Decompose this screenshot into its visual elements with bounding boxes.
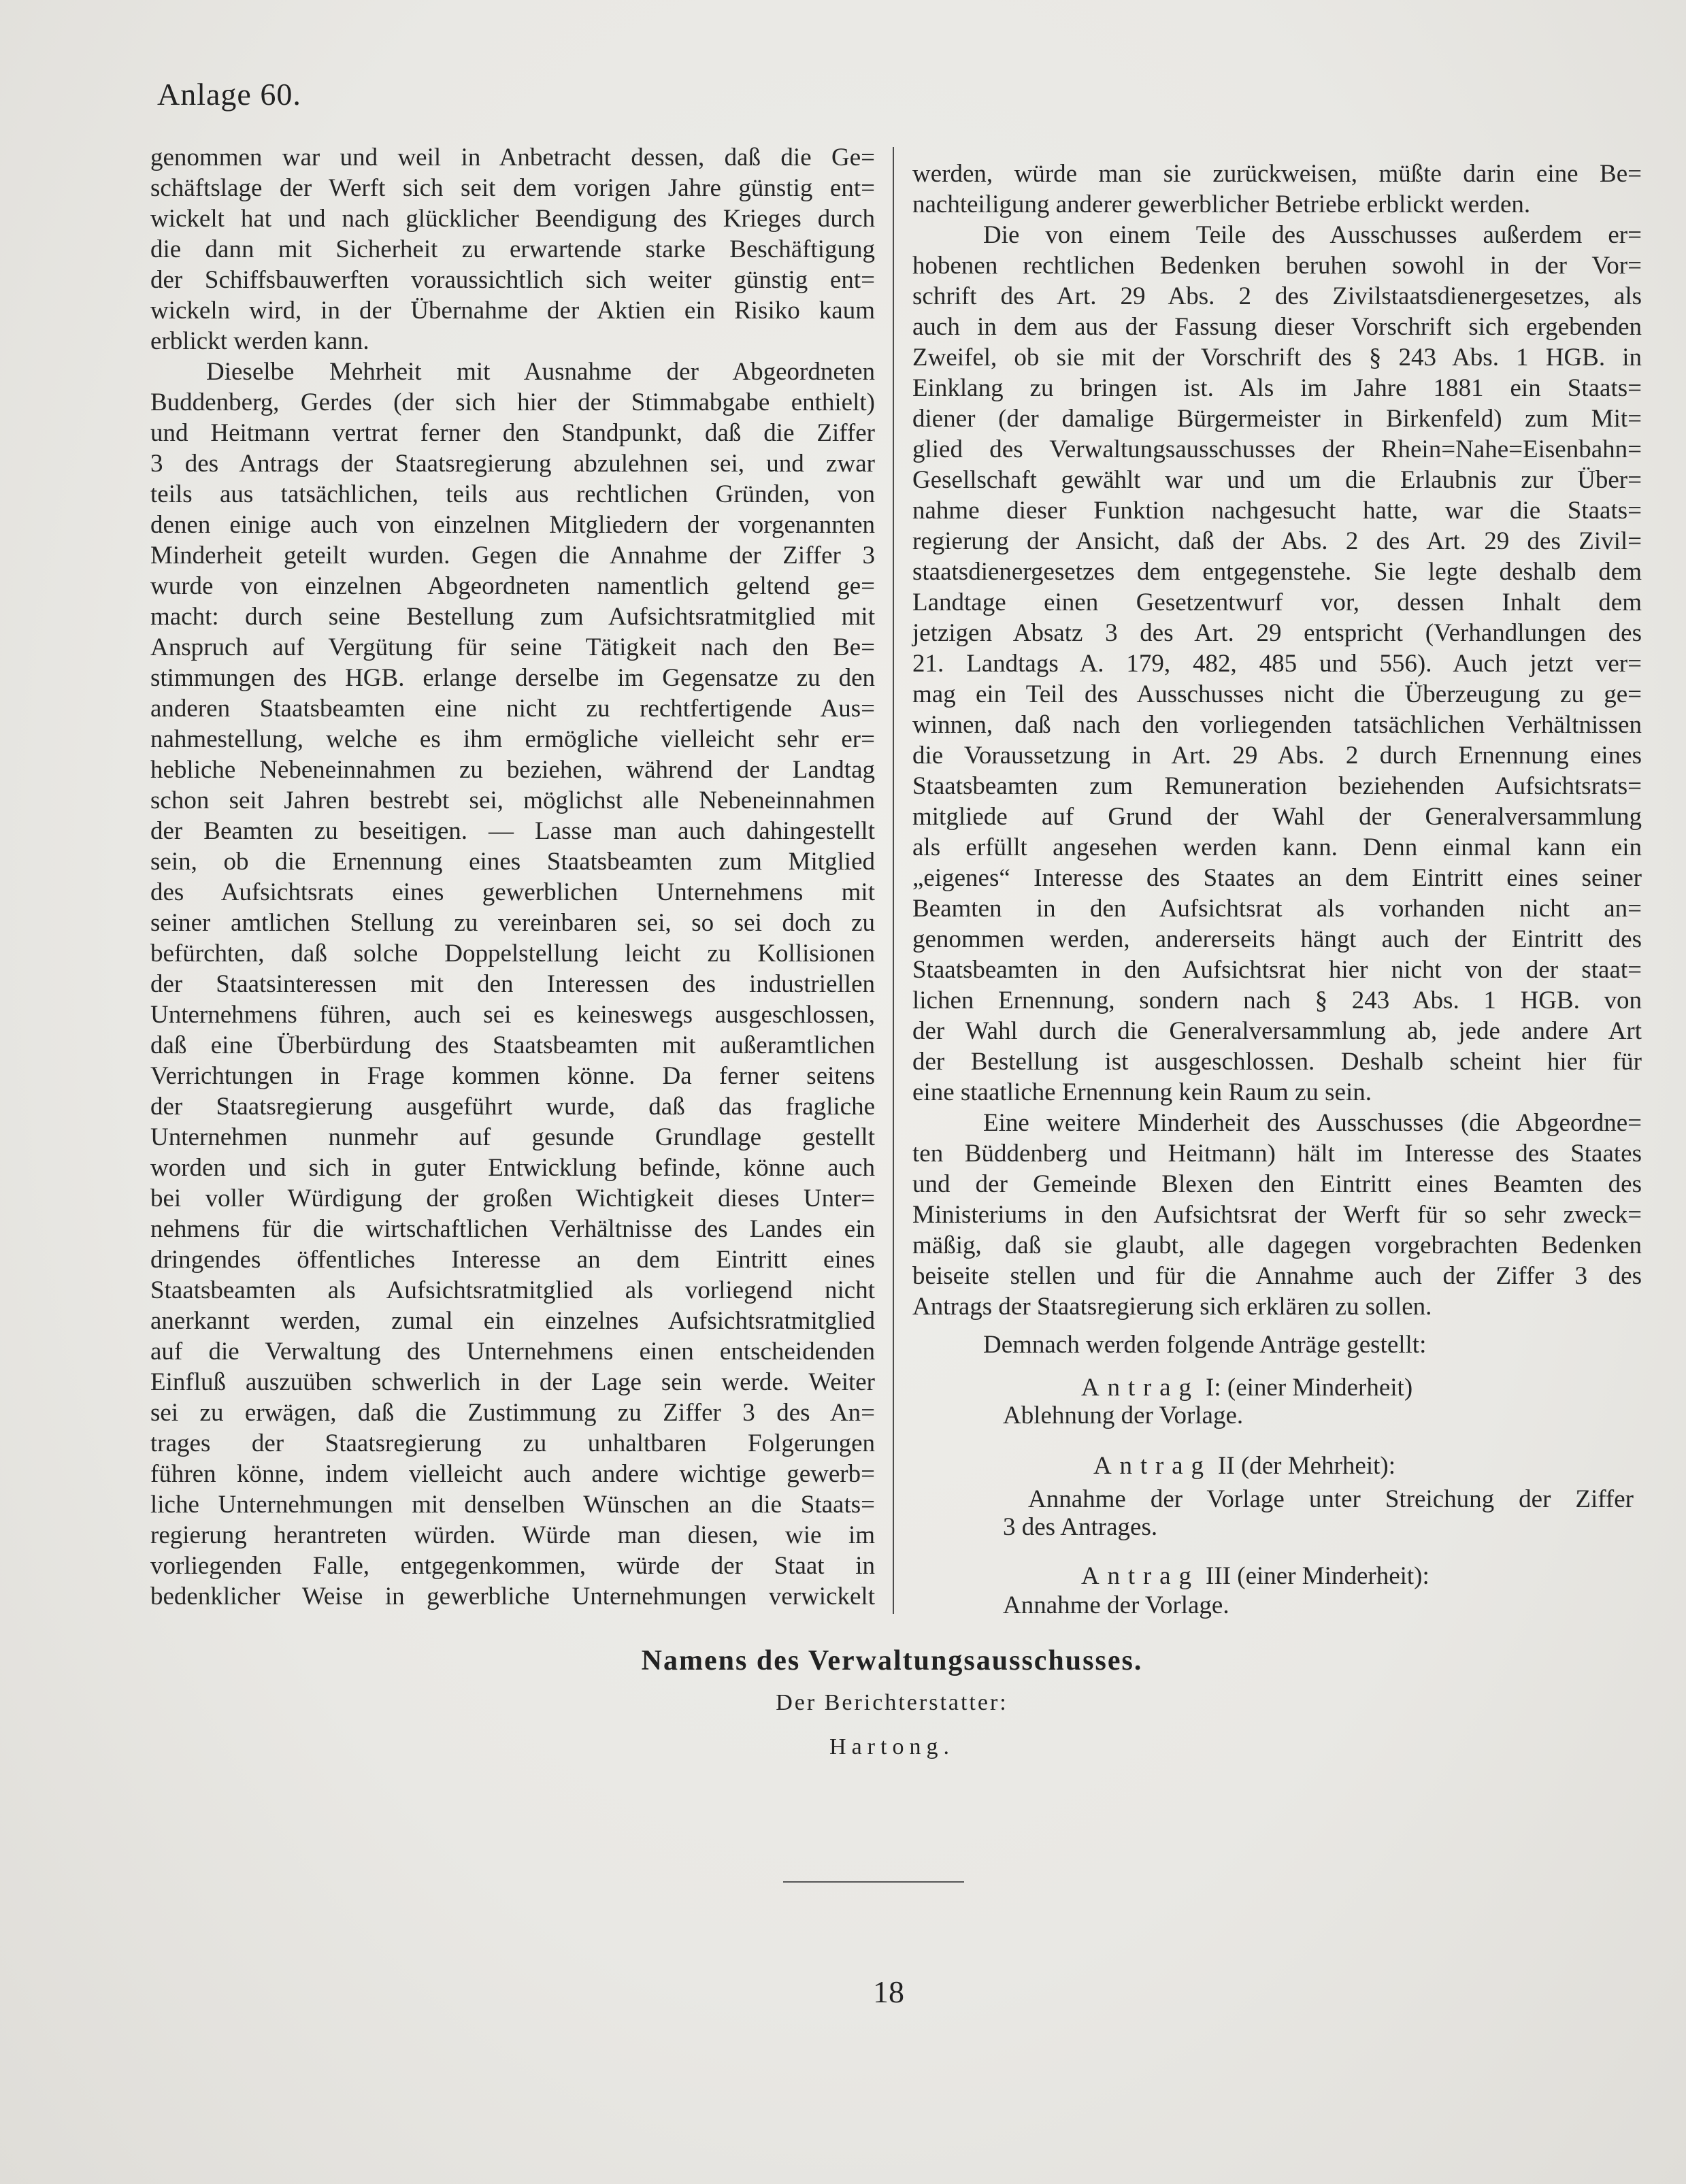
motion <box>912 1451 1642 1542</box>
text-line: genommen war und weil in Anbetracht dessen, daß die Ge= <box>150 144 875 171</box>
page-number: 18 <box>873 1974 904 2009</box>
motion-heading <box>912 1372 1642 1403</box>
text-line: auch in dem aus der Fassung dieser Vorschrift sich ergebenden <box>912 313 1642 341</box>
text-line: Minderheit geteilt wurden. Gegen die Annahme der Ziffer 3 <box>150 542 875 569</box>
text-line: nehmens für die wirtschaftlichen Verhältnisse des Landes ein <box>150 1215 875 1243</box>
text-line: lichen Ernennung, sondern nach § 243 Abs. 1 HGB. von <box>912 987 1642 1014</box>
motion-intro: Demnach werden folgende Anträge gestellt: <box>983 1331 1427 1359</box>
text-line: der Wahl durch die Generalversammlung ab, jede andere Art <box>912 1017 1642 1045</box>
text-line: nahmestellung, welche es ihm ermögliche vielleicht sehr er= <box>150 725 875 753</box>
signature-committee: Namens des Verwaltungsausschusses. <box>641 1645 1143 1676</box>
text-line: sei zu erwägen, daß die Zustimmung zu Ziffer 3 des An= <box>150 1399 875 1427</box>
text-line: Beamten in den Aufsichtsrat als vorhanden nicht an= <box>912 895 1642 923</box>
text-line: der Bestellung ist ausgeschlossen. Deshalb scheint hier für <box>912 1048 1642 1076</box>
text-line: und Heitmann vertrat ferner den Standpunkt, daß die Ziffer <box>150 419 875 447</box>
text-line: mag ein Teil des Ausschusses nicht die Überzeugung zu ge= <box>912 680 1642 708</box>
paragraph <box>912 1108 1642 1322</box>
text-line: eine staatliche Ernennung kein Raum zu sein. <box>912 1078 1372 1106</box>
text-line: staatsdienergesetzes dem entgegenstehe. Sie legte deshalb dem <box>912 558 1642 586</box>
text-line: Unternehmens führen, auch sei es keineswegs ausgeschlossen, <box>150 1001 875 1029</box>
text-line: Gesellschaft gewählt war und um die Erlaubnis zur Über= <box>912 466 1642 494</box>
text-line: Staatsbeamten zum Remuneration beziehenden Aufsichtsrats= <box>912 772 1642 800</box>
motion-text-line: Annahme der Vorlage. <box>1003 1591 1229 1619</box>
text-line: Einklang zu bringen ist. Als im Jahre 1881 ein Staats= <box>912 374 1642 402</box>
text-line: schrift des Art. 29 Abs. 2 des Zivilstaatsdienergesetzes, als <box>912 282 1642 310</box>
text-line: sein, ob die Ernennung eines Staatsbeamten zum Mitglied <box>150 848 875 876</box>
text-line: und der Gemeinde Blexen den Eintritt eines Beamten des <box>912 1170 1642 1198</box>
text-line: Antrags der Staatsregierung sich erklären zu sollen. <box>912 1293 1432 1321</box>
motions-list <box>912 1329 1642 1621</box>
motion-label: Antrag <box>1093 1452 1212 1480</box>
text-line: schäftslage der Werft sich seit dem vorigen Jahre günstig ent= <box>150 174 875 202</box>
left-column <box>150 142 875 1612</box>
text-line: hobenen rechtlichen Bedenken beruhen sowohl in der Vor= <box>912 252 1642 280</box>
paragraph <box>150 142 875 357</box>
motion-text-line: 3 des Antrages. <box>1003 1513 1158 1541</box>
text-line: bei voller Würdigung der großen Wichtigkeit dieses Unter= <box>150 1185 875 1212</box>
text-line: Buddenberg, Gerdes (der sich hier der Stimmabgabe enthielt) <box>150 388 875 416</box>
text-line: glied des Verwaltungsausschusses der Rhein=Nahe=Eisenbahn= <box>912 435 1642 463</box>
paragraph <box>912 159 1642 220</box>
text-line: „eigenes“ Interesse des Staates an dem Eintritt eines seiner <box>912 864 1642 892</box>
text-line: Einfluß auszuüben schwerlich in der Lage sein werde. Weiter <box>150 1368 875 1396</box>
text-line: regierung der Ansicht, daß der Abs. 2 des Art. 29 des Zivil= <box>912 527 1642 555</box>
text-line: des Aufsichtsrats eines gewerblichen Unternehmens mit <box>150 878 875 906</box>
text-line: beiseite stellen und für die Annahme auch der Ziffer 3 des <box>912 1262 1642 1290</box>
text-line: Eine weitere Minderheit des Ausschusses (die Abgeordne= <box>983 1109 1642 1137</box>
page-header: Anlage 60. <box>157 77 301 112</box>
signature-role: Der Berichterstatter: <box>776 1690 1008 1715</box>
motion-title: I: (einer Minderheit) <box>1206 1374 1413 1402</box>
text-line: 21. Landtags A. 179, 482, 485 und 556). Auch jetzt ver= <box>912 650 1642 678</box>
signature-name: Hartong. <box>829 1734 955 1759</box>
text-line: Zweifel, ob sie mit der Vorschrift des § 243 Abs. 1 HGB. in <box>912 344 1642 371</box>
motion-text-line: Annahme der Vorlage unter Streichung der Ziffer <box>1028 1485 1634 1513</box>
text-line: der Staatsinteressen mit den Interessen des industriellen <box>150 970 875 998</box>
text-line: anerkannt werden, zumal ein einzelnes Aufsichtsratmitglied <box>150 1307 875 1335</box>
text-line: 3 des Antrags der Staatsregierung abzulehnen sei, und zwar <box>150 450 875 478</box>
text-line: werden, würde man sie zurückweisen, müßte darin eine Be= <box>912 160 1642 188</box>
text-line: Landtage einen Gesetzentwurf vor, dessen Inhalt dem <box>912 589 1642 616</box>
text-line: genommen werden, andererseits hängt auch der Eintritt des <box>912 925 1642 953</box>
text-line: der Staatsregierung ausgeführt wurde, daß das fragliche <box>150 1093 875 1121</box>
text-line: ten Büddenberg und Heitmann) hält im Interesse des Staates <box>912 1140 1642 1168</box>
text-line: Verrichtungen in Frage kommen könne. Da ferner seitens <box>150 1062 875 1090</box>
text-line: der Schiffsbauwerften voraussichtlich sich weiter günstig ent= <box>150 266 875 294</box>
text-line: regierung herantreten würden. Würde man diesen, wie im <box>150 1521 875 1549</box>
text-line: dringendes öffentliches Interesse an dem Eintritt eines <box>150 1246 875 1274</box>
text-line: stimmungen des HGB. erlange derselbe im Gegensatze zu den <box>150 664 875 692</box>
text-line: nachteiligung anderer gewerblicher Betriebe erblickt werden. <box>912 191 1531 218</box>
text-line: befürchten, daß solche Doppelstellung leicht zu Kollisionen <box>150 940 875 967</box>
motion-heading <box>912 1451 1642 1481</box>
text-line: Anspruch auf Vergütung für seine Tätigkeit nach den Be= <box>150 633 875 661</box>
text-line: teils aus tatsächlichen, teils aus rechtlichen Gründen, von <box>150 480 875 508</box>
text-line: führen könne, indem vielleicht auch andere wichtige gewerb= <box>150 1460 875 1488</box>
text-line: Staatsbeamten in den Aufsichtsrat hier nicht von der staat= <box>912 956 1642 984</box>
text-line: Die von einem Teile des Ausschusses außerdem er= <box>983 221 1642 249</box>
text-line: Dieselbe Mehrheit mit Ausnahme der Abgeordneten <box>206 358 875 386</box>
text-line: diener (der damalige Bürgermeister in Birkenfeld) zum Mit= <box>912 405 1642 433</box>
footer-rule <box>783 1881 964 1883</box>
text-line: seiner amtlichen Stellung zu vereinbaren sei, so sei doch zu <box>150 909 875 937</box>
text-line: hebliche Nebeneinnahmen zu beziehen, während der Landtag <box>150 756 875 784</box>
text-line: erblickt werden kann. <box>150 327 369 355</box>
right-column <box>912 159 1642 1621</box>
motion-label: Antrag <box>1081 1374 1200 1402</box>
column-divider <box>893 147 894 1614</box>
text-line: Ministeriums in den Aufsichtsrat der Werft für so sehr zweck= <box>912 1201 1642 1229</box>
text-line: winnen, daß nach den vorliegenden tatsächlichen Verhältnissen <box>912 711 1642 739</box>
text-line: der Beamten zu beseitigen. — Lasse man auch dahingestellt <box>150 817 875 845</box>
text-line: denen einige auch von einzelnen Mitgliedern der vorgenannten <box>150 511 875 539</box>
motion-text-line: Ablehnung der Vorlage. <box>1003 1402 1244 1429</box>
text-line: die Voraussetzung in Art. 29 Abs. 2 durch Ernennung eines <box>912 742 1642 770</box>
motion <box>912 1561 1642 1621</box>
motion-label: Antrag <box>1081 1562 1200 1590</box>
motion-title: III (einer Minderheit): <box>1206 1562 1429 1590</box>
text-line: mäßig, daß sie glaubt, alle dagegen vorgebrachten Bedenken <box>912 1231 1642 1259</box>
text-line: vorliegenden Falle, entgegenkommen, würde der Staat in <box>150 1552 875 1580</box>
text-line: wickelt hat und nach glücklicher Beendigung des Krieges durch <box>150 205 875 233</box>
text-line: auf die Verwaltung des Unternehmens einen entscheidenden <box>150 1338 875 1366</box>
text-line: macht: durch seine Bestellung zum Aufsichtsratmitglied mit <box>150 603 875 631</box>
text-line: liche Unternehmungen mit denselben Wünschen an die Staats= <box>150 1491 875 1519</box>
text-line: wickeln wird, in der Übernahme der Aktien ein Risiko kaum <box>150 297 875 325</box>
text-line: nahme dieser Funktion nachgesucht hatte, war die Staats= <box>912 497 1642 525</box>
motion-heading <box>912 1561 1642 1591</box>
text-line: schon seit Jahren bestrebt sei, möglichst alle Nebeneinnahmen <box>150 787 875 814</box>
text-line: daß eine Überbürdung des Staatsbeamten mit außeramtlichen <box>150 1031 875 1059</box>
text-line: jetzigen Absatz 3 des Art. 29 entspricht (Verhandlungen des <box>912 619 1642 647</box>
text-line: trages der Staatsregierung zu unhaltbaren Folgerungen <box>150 1429 875 1457</box>
text-line: worden und sich in guter Entwicklung befinde, könne auch <box>150 1154 875 1182</box>
text-line: Unternehmen nunmehr auf gesunde Grundlage gestellt <box>150 1123 875 1151</box>
text-line: mitgliede auf Grund der Wahl der Generalversammlung <box>912 803 1642 831</box>
text-line: als erfüllt angesehen werden kann. Denn einmal kann ein <box>912 833 1642 861</box>
motion <box>912 1372 1642 1431</box>
text-line: die dann mit Sicherheit zu erwartende starke Beschäftigung <box>150 235 875 263</box>
text-line: anderen Staatsbeamten eine nicht zu rechtfertigende Aus= <box>150 695 875 723</box>
text-line: bedenklicher Weise in gewerbliche Unternehmungen verwickelt <box>150 1583 875 1610</box>
paragraph <box>912 220 1642 1108</box>
motion-title: II (der Mehrheit): <box>1218 1452 1395 1480</box>
text-line: Staatsbeamten als Aufsichtsratmitglied als vorliegend nicht <box>150 1276 875 1304</box>
paragraph <box>150 357 875 1612</box>
text-line: wurde von einzelnen Abgeordneten namentlich geltend ge= <box>150 572 875 600</box>
